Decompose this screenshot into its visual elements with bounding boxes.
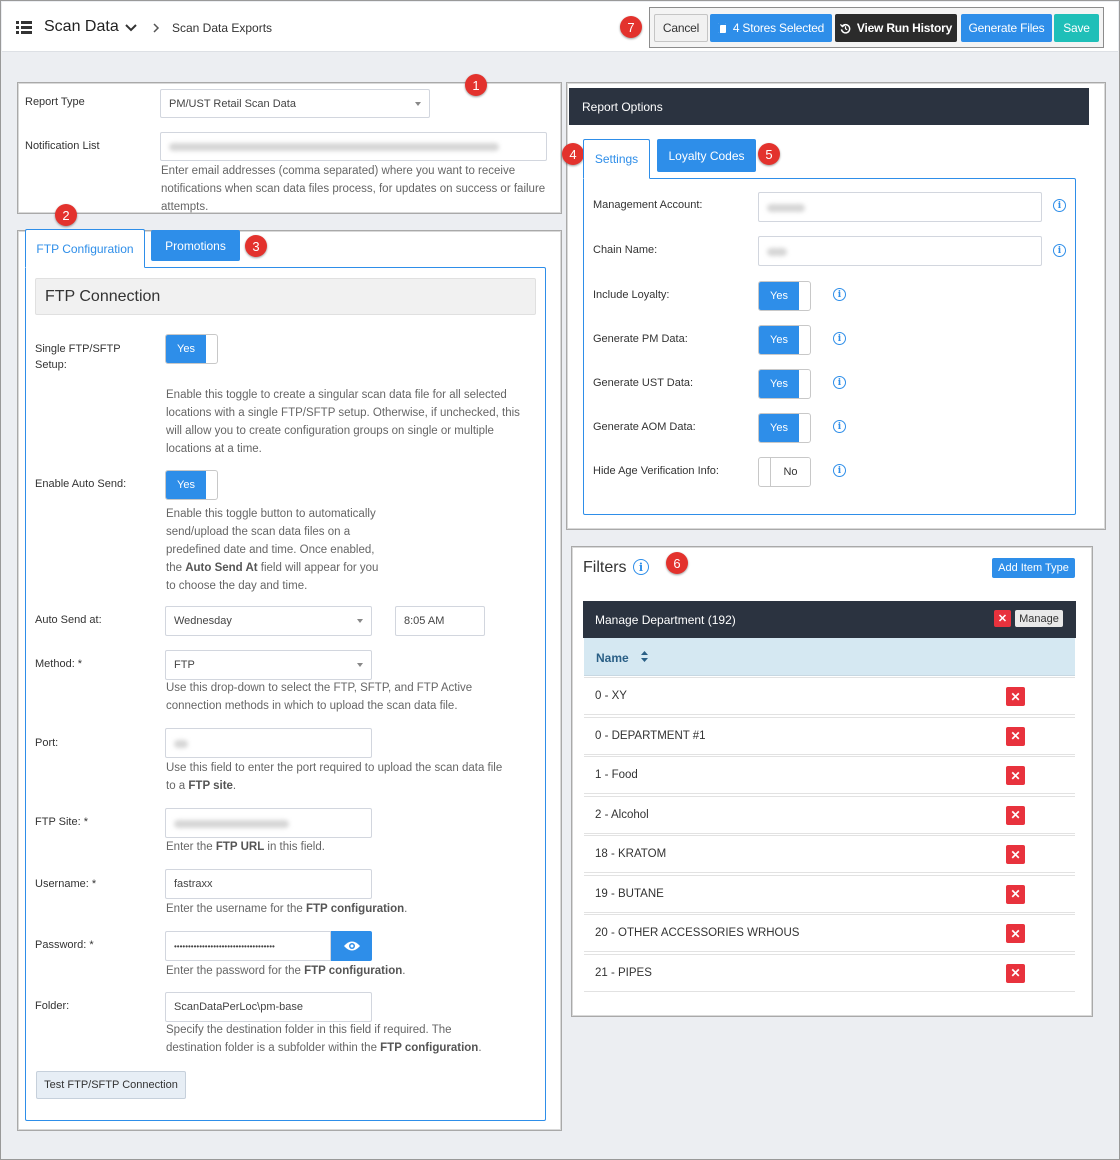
site-help-text: in this field. bbox=[264, 841, 325, 853]
name-column-header[interactable] bbox=[584, 638, 1075, 676]
redacted-email-text bbox=[169, 143, 499, 151]
dropdown-arrow-icon bbox=[357, 619, 363, 623]
ftp-site-label: FTP Site: * bbox=[35, 816, 88, 828]
include-loyalty-toggle[interactable] bbox=[758, 281, 811, 311]
hide-age-verification-label: Hide Age Verification Info: bbox=[593, 465, 719, 477]
single-ftp-label: Single FTP/SFTP Setup: bbox=[35, 343, 121, 371]
chain-name-input[interactable] bbox=[758, 236, 1042, 266]
table-row bbox=[584, 914, 1075, 952]
pass-help-text: Enter the password for the bbox=[166, 965, 305, 977]
report-options-header bbox=[569, 88, 1089, 125]
info-icon[interactable]: i bbox=[833, 332, 846, 345]
include-loyalty-on: Yes bbox=[759, 282, 799, 310]
table-row bbox=[584, 835, 1075, 873]
redacted-chain-text bbox=[767, 248, 787, 256]
department-name: 18 - KRATOM bbox=[595, 848, 667, 860]
redacted-port-text bbox=[174, 740, 188, 748]
callout-5: 5 bbox=[758, 143, 780, 165]
department-name: 0 - DEPARTMENT #1 bbox=[595, 729, 706, 742]
auto-help-line: send/upload the scan data files on a bbox=[166, 526, 351, 538]
department-name: 20 - OTHER ACCESSORIES WRHOUS bbox=[595, 927, 800, 939]
stores-selected-label: 4 Stores Selected bbox=[732, 21, 825, 35]
port-label: Port: bbox=[35, 737, 59, 749]
view-run-history-button[interactable] bbox=[835, 14, 957, 42]
remove-row-button[interactable]: ✕ bbox=[1006, 766, 1025, 785]
top-bar bbox=[2, 2, 1118, 52]
tab-promotions-label: Promotions bbox=[165, 238, 226, 253]
port-help-text: to a bbox=[166, 780, 189, 792]
user-help-bold: FTP configuration bbox=[306, 903, 405, 915]
auto-send-at-label: Auto Send at: bbox=[35, 614, 102, 626]
notification-list-label: Notification List bbox=[25, 140, 100, 152]
folder-value: ScanDataPerLoc\pm-base bbox=[174, 1001, 304, 1013]
callout-2: 2 bbox=[55, 204, 77, 226]
save-button[interactable]: Save bbox=[1054, 14, 1099, 42]
method-label: Method: * bbox=[35, 658, 83, 670]
port-help-bold: FTP site bbox=[188, 780, 233, 792]
management-account-input[interactable] bbox=[758, 192, 1042, 222]
tab-ftp-configuration[interactable] bbox=[25, 229, 145, 268]
include-loyalty-label: Include Loyalty: bbox=[593, 289, 670, 301]
user-help-text: Enter the username for the bbox=[166, 903, 306, 915]
table-row bbox=[584, 717, 1075, 755]
auto-send-day-value: Wednesday bbox=[174, 615, 232, 627]
tab-loyalty-label: Loyalty Codes bbox=[668, 148, 745, 163]
chevron-down-icon[interactable] bbox=[125, 22, 137, 36]
callout-3: 3 bbox=[245, 235, 267, 257]
auto-send-time-input[interactable] bbox=[395, 606, 485, 636]
hide-age-verification-off: No bbox=[770, 458, 810, 486]
password-value: •••••••••••••••••••••••••••••••••••• bbox=[174, 941, 275, 951]
generate-pm-label: Generate PM Data: bbox=[593, 333, 688, 345]
chain-name-label: Chain Name: bbox=[593, 244, 658, 256]
info-icon[interactable]: i bbox=[633, 559, 649, 575]
info-icon[interactable]: i bbox=[833, 464, 846, 477]
tab-settings[interactable] bbox=[583, 139, 650, 179]
table-row bbox=[584, 875, 1075, 913]
port-help-text: . bbox=[232, 780, 237, 792]
folder-help-text: destination folder is a subfolder within the bbox=[166, 1042, 381, 1054]
generate-aom-label: Generate AOM Data: bbox=[593, 421, 696, 433]
generate-aom-toggle[interactable] bbox=[758, 413, 811, 443]
report-type-label: Report Type bbox=[25, 96, 85, 108]
tab-settings-label: Settings bbox=[594, 152, 639, 166]
remove-row-button[interactable]: ✕ bbox=[1006, 885, 1025, 904]
username-help bbox=[166, 900, 539, 918]
callout-7: 7 bbox=[620, 16, 642, 38]
info-icon[interactable]: i bbox=[1053, 199, 1066, 212]
table-row bbox=[584, 796, 1075, 834]
notification-help-text: Enter email addresses (comma separated) where you want to receive notifications when scan data files process, for updates on success or failure attempts. bbox=[161, 165, 546, 213]
breadcrumb: Scan Data Exports bbox=[172, 21, 273, 35]
pass-help-bold: FTP configuration bbox=[304, 965, 403, 977]
method-value: FTP bbox=[174, 659, 195, 671]
remove-row-button[interactable]: ✕ bbox=[1006, 687, 1025, 706]
auto-help-line bbox=[166, 559, 426, 577]
folder-help bbox=[166, 1021, 539, 1057]
generate-pm-on: Yes bbox=[759, 326, 799, 354]
show-password-button[interactable] bbox=[331, 931, 372, 961]
auto-send-help bbox=[166, 505, 426, 595]
clear-department-button[interactable]: ✕ bbox=[994, 610, 1011, 627]
department-name: 1 - Food bbox=[595, 769, 638, 781]
list-menu-icon[interactable] bbox=[16, 21, 32, 34]
add-item-type-label: Add Item Type bbox=[998, 562, 1069, 574]
remove-row-button[interactable]: ✕ bbox=[1006, 964, 1025, 983]
tab-promotions[interactable] bbox=[151, 230, 240, 261]
department-header bbox=[583, 601, 1076, 638]
auto-help-text: field will appear for you bbox=[257, 562, 379, 574]
remove-row-button[interactable]: ✕ bbox=[1006, 806, 1025, 825]
department-title: Manage Department (192) bbox=[595, 613, 736, 627]
user-help-text: . bbox=[404, 903, 408, 915]
password-help bbox=[166, 962, 539, 980]
callout-1: 1 bbox=[465, 74, 487, 96]
ftp-connection-heading bbox=[35, 278, 536, 315]
site-help-text: Enter the bbox=[166, 841, 216, 853]
folder-help-line bbox=[166, 1039, 539, 1057]
report-options-title: Report Options bbox=[582, 100, 663, 114]
callout-6: 6 bbox=[666, 552, 688, 574]
generate-ust-toggle[interactable] bbox=[758, 369, 811, 399]
stores-selected-button[interactable] bbox=[710, 14, 832, 42]
view-run-history-label: View Run History bbox=[856, 21, 953, 35]
dropdown-arrow-icon bbox=[415, 102, 421, 106]
chevron-right-icon bbox=[152, 22, 160, 36]
single-ftp-help: Enable this toggle to create a singular scan data file for all selected locations with a single FTP/SFTP setup. Otherwise, if unchecked, this will allow you to create configuration groups on single or multiple locations at a time. bbox=[166, 389, 520, 455]
test-connection-label: Test FTP/SFTP Connection bbox=[44, 1079, 178, 1091]
manage-button[interactable]: Manage bbox=[1015, 610, 1063, 627]
name-column-label: Name bbox=[596, 651, 629, 665]
tab-ftp-label: FTP Configuration bbox=[36, 241, 134, 256]
cancel-button[interactable]: Cancel bbox=[654, 14, 708, 42]
department-name: 2 - Alcohol bbox=[595, 808, 649, 821]
info-icon[interactable]: i bbox=[1053, 244, 1066, 257]
password-input[interactable] bbox=[165, 931, 331, 961]
port-help-line bbox=[166, 777, 539, 795]
hide-age-verification-toggle[interactable] bbox=[758, 457, 811, 487]
folder-help-text: . bbox=[478, 1042, 482, 1054]
auto-send-toggle[interactable] bbox=[165, 470, 218, 500]
table-row bbox=[584, 954, 1075, 992]
auto-help-line: to choose the day and time. bbox=[166, 580, 308, 592]
auto-help-text: the bbox=[166, 562, 186, 574]
filters-title: Filters bbox=[583, 559, 627, 576]
auto-send-toggle-on: Yes bbox=[166, 471, 206, 499]
eye-icon bbox=[343, 940, 361, 952]
test-connection-button[interactable] bbox=[36, 1071, 186, 1099]
department-name: 21 - PIPES bbox=[595, 966, 652, 979]
page-title[interactable]: Scan Data bbox=[44, 18, 119, 35]
info-icon[interactable]: i bbox=[833, 376, 846, 389]
generate-ust-on: Yes bbox=[759, 370, 799, 398]
auto-help-bold: Auto Send At bbox=[185, 562, 258, 574]
notification-list-input[interactable] bbox=[160, 132, 547, 161]
ftp-connection-title: FTP Connection bbox=[45, 288, 161, 305]
remove-row-button[interactable]: ✕ bbox=[1006, 924, 1025, 943]
remove-row-button[interactable]: ✕ bbox=[1006, 727, 1025, 746]
auto-help-line: predefined date and time. Once enabled, bbox=[166, 544, 375, 556]
management-account-label: Management Account: bbox=[593, 199, 703, 211]
history-icon bbox=[840, 23, 851, 34]
password-label: Password: * bbox=[35, 939, 94, 951]
folder-help-line: Specify the destination folder in this field if required. The bbox=[166, 1024, 452, 1036]
sort-icon bbox=[641, 651, 648, 665]
auto-send-day-select[interactable] bbox=[165, 606, 372, 636]
username-label: Username: * bbox=[35, 878, 97, 890]
generate-ust-label: Generate UST Data: bbox=[593, 377, 694, 389]
auto-send-label: Enable Auto Send: bbox=[35, 478, 127, 490]
generate-aom-on: Yes bbox=[759, 414, 799, 442]
username-input[interactable] bbox=[165, 869, 372, 899]
port-help-line: Use this field to enter the port required to upload the scan data file bbox=[166, 762, 503, 774]
table-row bbox=[584, 677, 1075, 715]
folder-input[interactable] bbox=[165, 992, 372, 1022]
method-help-line: connection methods in which to upload the scan data file. bbox=[166, 700, 458, 712]
redacted-management-text bbox=[767, 204, 805, 212]
port-input[interactable] bbox=[165, 728, 372, 758]
pass-help-text: . bbox=[402, 965, 406, 977]
info-icon[interactable]: i bbox=[833, 420, 846, 433]
single-ftp-toggle[interactable] bbox=[165, 334, 218, 364]
department-name: 19 - BUTANE bbox=[595, 887, 664, 900]
auto-send-time-value: 8:05 AM bbox=[404, 615, 445, 627]
department-name: 0 - XY bbox=[595, 690, 627, 702]
method-help-line: Use this drop-down to select the FTP, SFTP, and FTP Active bbox=[166, 682, 473, 694]
add-item-type-button[interactable] bbox=[992, 558, 1075, 578]
callout-4: 4 bbox=[562, 143, 584, 165]
port-help bbox=[166, 759, 539, 795]
generate-files-button[interactable]: Generate Files bbox=[961, 14, 1052, 42]
table-row bbox=[584, 756, 1075, 794]
username-value: fastraxx bbox=[174, 878, 213, 890]
site-help-bold: FTP URL bbox=[215, 841, 265, 853]
dropdown-arrow-icon bbox=[357, 663, 363, 667]
folder-help-bold: FTP configuration bbox=[380, 1042, 479, 1054]
report-type-value: PM/UST Retail Scan Data bbox=[169, 97, 296, 110]
remove-row-button[interactable]: ✕ bbox=[1006, 845, 1025, 864]
method-select[interactable] bbox=[165, 650, 372, 680]
auto-help-line: Enable this toggle button to automatically bbox=[166, 508, 376, 520]
info-icon[interactable]: i bbox=[833, 288, 846, 301]
tab-loyalty-codes[interactable] bbox=[657, 139, 756, 172]
report-type-select[interactable] bbox=[160, 89, 430, 118]
building-icon bbox=[718, 23, 726, 33]
ftp-site-input[interactable] bbox=[165, 808, 372, 838]
method-help bbox=[166, 679, 539, 715]
ftp-site-help bbox=[166, 838, 539, 856]
generate-pm-toggle[interactable] bbox=[758, 325, 811, 355]
redacted-site-text bbox=[174, 820, 289, 828]
folder-label: Folder: bbox=[35, 1000, 70, 1012]
single-ftp-toggle-on: Yes bbox=[166, 335, 206, 363]
